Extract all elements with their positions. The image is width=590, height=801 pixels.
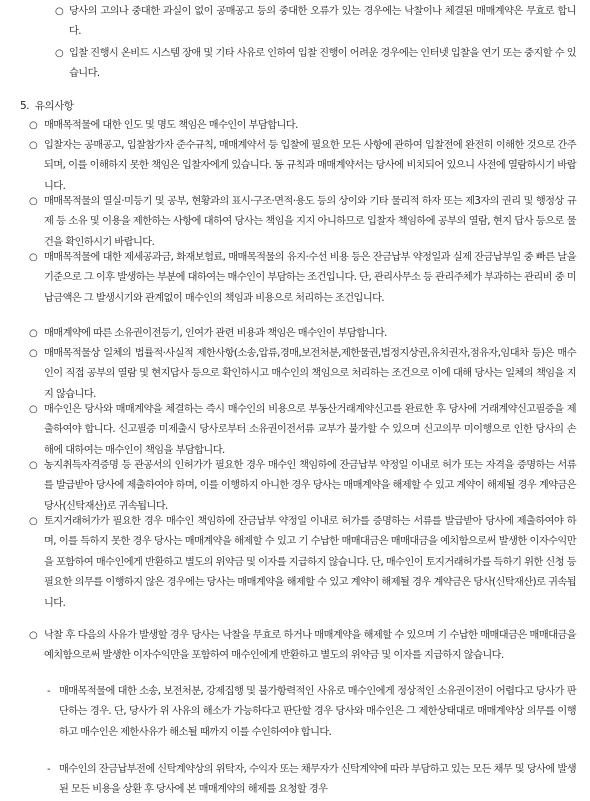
list-item-text: 매매목적물의 열실·미등기 및 공부, 현황과의 표시·구조·면적·용도 등의 상이와 기타 물리적 하자 또는 제3자의 권리 및 행정상 규제 등 소유 및 이용을 제한하는 사항에 대하여 당사는 책임을 지지 아니하므로 입찰자 책임하에 공부의 열람, 현지 답사 등으로 물건을 확인하시기 바랍니다. (44, 196, 576, 248)
section-heading (20, 96, 73, 116)
bullet-marker: ○ (29, 196, 38, 207)
sub-list-item-text: 매매목적물에 대한 소송, 보전처분, 강제집행 및 불가항력적인 사유로 매수인에게 정상적인 소유권이전이 어렵다고 당사가 판단하는 경우. 단, 당사가 위 사유의 해소가 가능하다고 판단할 경우 당사와 매수인은 그 제한상태대로 매매계약상 의무를 이행하고 매수인은 제한사유가 해소될 때까지 이를 수인하여야 합니다. (59, 686, 576, 738)
section-number: 5. (20, 100, 29, 112)
list-item-text: 매매목적물에 대한 인도 및 명도 책임은 매수인이 부담합니다. (44, 120, 298, 131)
bullet-marker: ○ (29, 140, 38, 151)
bullet-marker: ○ (29, 120, 38, 131)
list-item-text: 입찰 진행시 온비드 시스템 장애 및 기타 사유로 인하여 입찰 진행이 어려운 경우에는 인터넷 입찰을 연기 또는 중지할 수 있습니다. (69, 48, 576, 80)
bullet-marker: ○ (29, 348, 38, 359)
list-item-text: 매매목적물에 대한 제세공과금, 화재보험료, 매매목적물의 유지·수선 비용 등은 잔금납부 약정일과 실제 잔금납부일 중 빠른 날을 기준으로 그 이후 발생하는 부분에 대하여는 매수인이 부담하는 조건입니다. 단, 관리사무소 등 관리주체가 부과하는 관리비 중 미납금액은 그 발생시기와 관계없이 매수인의 책임과 비용으로 처리하는 조건입니다. (44, 252, 576, 304)
list-item-text: 매매목적물상 일체의 법률적·사실적 제한사항(소송,압류,경매,보전처분,제한물권,법정지상권,유치권자,점유자,임대차 등)은 매수인이 직접 공부의 열람 및 현지답사 등으로 확인하시고 매수인의 책임으로 처리하는 조건으로 이에 대해 당사는 일체의 책임을 지지 않습니다. (44, 348, 576, 400)
bullet-marker: ○ (29, 404, 38, 415)
bullet-marker: ○ (29, 328, 38, 339)
bullet-marker: ○ (29, 516, 38, 527)
section-title: 유의사항 (34, 100, 74, 112)
list-item (0, 44, 590, 84)
dash-marker: - (47, 686, 51, 697)
sub-list-item-text: 매수인의 잔금납부전에 신탁계약상의 위탁자, 수익자 또는 채무자가 신탁계약에 따라 부담하고 있는 모든 채무 및 당사에 발생된 모든 비용을 상환 후 당사에 본 매매계약의 해제를 요청할 경우 (59, 764, 576, 796)
bullet-marker: ○ (55, 6, 64, 17)
list-item-text: 낙찰 후 다음의 사유가 발생할 경우 당사는 낙찰을 무효로 하거나 매매계약을 해제할 수 있으며 기 수납한 매매대금은 매매대금을 예치함으로써 발생한 이자수익만을 포함하여 매수인에게 반환하고 별도의 위약금 및 이자를 지급하지 않습니다. (44, 630, 576, 662)
bullet-marker: ○ (29, 460, 38, 471)
list-item-text: 당사의 고의나 중대한 과실이 없이 공매공고 등의 중대한 오류가 있는 경우에는 낙찰이나 체결된 매매계약은 무효로 합니다. (69, 6, 576, 38)
dash-marker: - (47, 764, 51, 775)
list-item (0, 2, 590, 42)
list-item-text: 농지취득자격증명 등 관공서의 인허가가 필요한 경우 매수인 책임하에 잔금납부 약정일 이내로 허가 또는 자격을 증명하는 서류를 발급받아 당사에 제출하여야 하며, 이를 이행하지 아니한 경우 당사는 매매계약을 해제할 수 있고 계약이 해제될 경우 계약금은 당사(신탁재산)로 귀속됩니다. (44, 460, 576, 512)
bullet-marker: ○ (29, 630, 38, 641)
list-item-text: 입찰자는 공매공고, 입찰참가자 준수규칙, 매매계약서 등 입찰에 필요한 모든 사항에 관하여 입찰전에 완전히 이해한 것으로 간주되며, 이를 이해하지 못한 책임은 입찰자에게 있습니다. 동 규칙과 매매계약서는 당사에 비치되어 있으니 사전에 열람하시기 바랍니다. (44, 140, 576, 192)
list-item-text: 매매계약에 따른 소유권이전등기, 인여가 관련 비용과 책임은 매수인이 부담합니다. (44, 328, 387, 339)
list-item-text: 토지거래허가가 필요한 경우 매수인 책임하에 잔금납부 약정일 이내로 허가를 증명하는 서류를 발급받아 당사에 제출하여야 하며, 이를 득하지 못한 경우 당사는 매매계약을 해제할 수 있고 기 수납한 매매대금은 매매대금을 예치함으로써 발생한 이자수익만을 포함하여 매수인에게 반환하고 별도의 위약금 및 이자를 지급하지 않습니다. 단, 매수인이 토지거래허가를 득하기 위한 신청 등 필요한 의무를 이행하지 않은 경우에는 당사는 매매계약을 해제할 수 있고 계약이 해제될 경우 계약금은 당사(신탁재산)로 귀속됩니다. (44, 516, 576, 609)
list-item-text: 매수인은 당사와 매매계약을 체결하는 즉시 매수인의 비용으로 부동산거래계약신고를 완료한 후 당사에 거래계약신고필증을 제출하여야 합니다. 신고필증 미제출시 당사로부터 소유권이전서류 교부가 불가할 수 있으며 신고의무 미이행으로 인한 당사의 손해에 대하여는 매수인이 책임을 부담합니다. (44, 404, 576, 456)
bullet-marker: ○ (55, 48, 64, 59)
bullet-marker: ○ (29, 252, 38, 263)
